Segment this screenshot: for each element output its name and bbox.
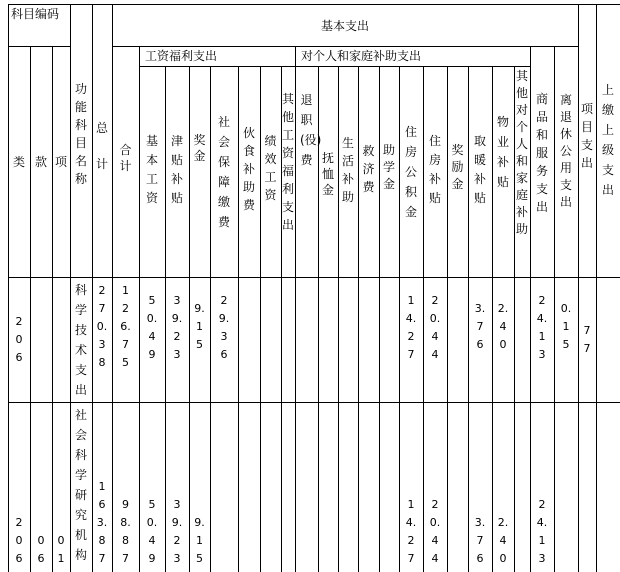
row1-social-security <box>210 292 238 402</box>
func-name-label: 功能科目名称 <box>74 82 87 186</box>
row1-bonus <box>189 300 210 402</box>
row2-xiang <box>52 404 70 568</box>
row1-xiang <box>52 278 70 402</box>
row2-basic-salary-value: 50.49 <box>146 498 158 565</box>
heating-subsidy-label: 取暖补贴 <box>473 134 486 205</box>
header-subtotal <box>112 142 139 276</box>
row2-name-value: 社会科学研究机构 <box>74 408 87 562</box>
lei-label: 类 <box>12 155 25 169</box>
row2-property-subsidy-value: 2.40 <box>497 516 509 565</box>
header-other-personal <box>514 68 530 276</box>
row2-subtotal <box>112 404 139 568</box>
row1-total-value: 270.38 <box>96 284 108 369</box>
header-kuan <box>30 48 52 276</box>
allowance-label: 津贴补贴 <box>170 134 183 205</box>
header-allowance <box>165 132 189 276</box>
housing-fund-label: 住房公积金 <box>404 125 417 219</box>
row1-property-subsidy <box>492 300 514 402</box>
relief-label: 救济费 <box>362 144 375 194</box>
header-superior-payment <box>596 80 620 276</box>
row2-total-value: 163.87 <box>96 480 108 565</box>
project-label: 项目支出 <box>580 102 593 170</box>
header-lei <box>8 48 30 276</box>
property-subsidy-label: 物业补贴 <box>496 115 509 189</box>
row2-allowance <box>165 404 189 568</box>
row1-name-value: 科学技术支出 <box>74 283 87 397</box>
row2-lei-value: 206 <box>15 516 23 565</box>
subject-code-label: 科目编码 <box>11 7 60 21</box>
row2-goods-services <box>530 404 554 568</box>
header-xiang <box>52 48 70 276</box>
header-salary-welfare <box>139 48 289 66</box>
header-basic-expenditure <box>112 6 578 46</box>
row1-total <box>92 282 112 402</box>
performance-pay-label: 绩效工资 <box>264 134 277 202</box>
row2-bonus <box>189 404 210 568</box>
row2-housing-subsidy <box>423 404 447 568</box>
header-other-salary <box>281 90 295 276</box>
row1-retiree-public-value: 0.15 <box>560 302 572 351</box>
other-personal-label: 其他对个人和家庭补助 <box>515 69 528 236</box>
row2-allowance-value: 39.23 <box>171 498 183 565</box>
row1-social-security-value: 29.36 <box>218 294 230 361</box>
row1-property-subsidy-value: 2.40 <box>497 302 509 351</box>
retiree-public-label: 离退休公用支出 <box>559 93 572 209</box>
header-personal-family <box>295 48 530 66</box>
row1-heating-subsidy-value: 3.76 <box>474 302 486 351</box>
row2-goods-services-value: 24.13 <box>536 498 548 565</box>
row1-project <box>578 278 596 402</box>
row1-heating-subsidy <box>468 300 492 402</box>
header-total <box>92 110 112 276</box>
retirement-label: 退职(役)费 <box>300 93 322 167</box>
row2-lei <box>8 404 30 568</box>
living-subsidy-label: 生活补助 <box>341 136 354 204</box>
row2-property-subsidy <box>492 404 514 568</box>
pension-label: 抚恤金 <box>321 151 334 197</box>
row1-kuan <box>30 278 52 402</box>
row1-name <box>70 280 92 402</box>
basic-expenditure-label: 基本支出 <box>320 18 369 33</box>
row2-subtotal-value: 98.87 <box>120 498 131 565</box>
row2-housing-fund-value: 14.27 <box>405 498 417 565</box>
row2-housing-fund <box>399 404 423 568</box>
row1-goods-services <box>530 292 554 402</box>
row2-kuan-value: 06 <box>37 534 45 565</box>
row1-subtotal <box>112 282 139 402</box>
header-heating-subsidy <box>468 132 492 276</box>
header-retiree-public <box>554 92 578 276</box>
row2-name <box>70 405 92 568</box>
header-scholarship <box>379 142 399 276</box>
header-bonus <box>189 132 210 276</box>
header-property-subsidy <box>492 112 514 276</box>
total-label: 总计 <box>95 121 108 171</box>
row1-housing-fund <box>399 292 423 402</box>
row1-lei-value: 206 <box>15 315 23 364</box>
header-pension <box>318 150 338 276</box>
header-subject-code <box>8 6 70 46</box>
row1-retiree-public <box>554 300 578 402</box>
header-social-security <box>210 112 238 276</box>
header-retirement <box>295 90 322 276</box>
other-salary-label: 其他工资福利支出 <box>281 92 294 232</box>
row2-xiang-value: 01 <box>57 534 65 565</box>
header-living-subsidy <box>338 134 358 276</box>
header-reward <box>447 142 468 276</box>
row2-bonus-value: 9.15 <box>194 516 205 565</box>
row1-allowance <box>165 292 189 402</box>
row2-heating-subsidy <box>468 404 492 568</box>
header-basic-salary <box>139 132 165 276</box>
superior-payment-label: 上缴上级支出 <box>601 83 614 197</box>
basic-salary-label: 基本工资 <box>145 134 158 205</box>
header-performance-pay <box>260 132 281 276</box>
row1-housing-subsidy-value: 20.44 <box>429 294 441 361</box>
header-meal-subsidy <box>238 124 260 276</box>
scholarship-label: 助学金 <box>382 143 395 191</box>
row2-housing-subsidy-value: 20.44 <box>429 498 441 565</box>
row1-lei <box>8 278 30 402</box>
goods-services-label: 商品和服务支出 <box>535 92 548 214</box>
subtotal-label: 合计 <box>119 143 132 173</box>
row1-subtotal-value: 126.75 <box>120 284 131 369</box>
row1-goods-services-value: 24.13 <box>536 294 548 361</box>
header-project <box>578 100 596 276</box>
row1-allowance-value: 39.23 <box>171 294 183 361</box>
social-security-label: 社会保障缴费 <box>217 115 230 229</box>
row1-bonus-value: 9.15 <box>194 302 205 351</box>
header-goods-services <box>530 90 554 276</box>
personal-family-label: 对个人和家庭补助支出 <box>301 49 422 63</box>
kuan-label: 款 <box>34 155 47 169</box>
salary-welfare-label: 工资福利支出 <box>145 49 218 63</box>
row1-basic-salary <box>139 292 165 402</box>
reward-label: 奖励金 <box>451 143 464 191</box>
header-func-name <box>70 80 92 276</box>
row1-project-value: 77 <box>583 324 591 355</box>
meal-subsidy-label: 伙食补助费 <box>242 126 255 212</box>
row2-total <box>92 404 112 568</box>
row1-basic-salary-value: 50.49 <box>146 294 158 361</box>
xiang-label: 项 <box>54 155 67 169</box>
row1-housing-subsidy <box>423 292 447 402</box>
header-housing-subsidy <box>423 132 447 276</box>
header-relief <box>358 142 379 276</box>
row2-basic-salary <box>139 404 165 568</box>
row2-heating-subsidy-value: 3.76 <box>474 516 486 565</box>
row2-kuan <box>30 404 52 568</box>
housing-subsidy-label: 住房补贴 <box>428 134 441 205</box>
row1-housing-fund-value: 14.27 <box>405 294 417 361</box>
bonus-label: 奖金 <box>193 133 206 163</box>
header-housing-fund <box>399 122 423 276</box>
